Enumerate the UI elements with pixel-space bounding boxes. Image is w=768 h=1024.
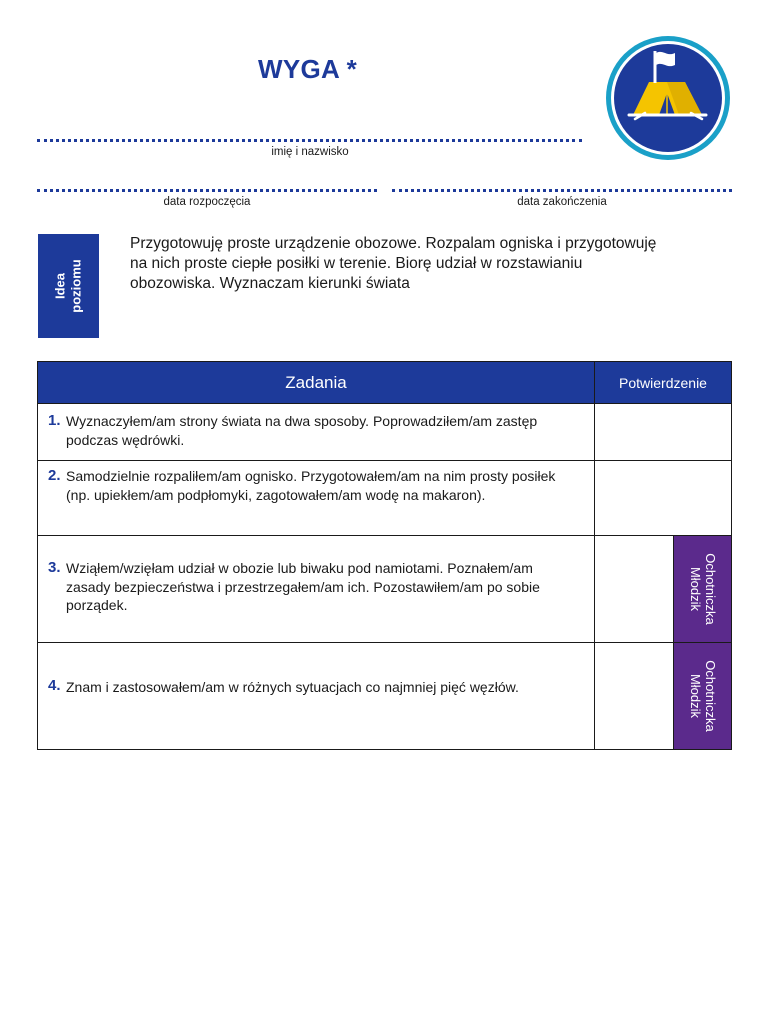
table-row bbox=[38, 461, 732, 536]
name-field-label: imię i nazwisko bbox=[271, 146, 349, 158]
end-date-line[interactable] bbox=[392, 189, 732, 192]
task-cell bbox=[38, 404, 595, 461]
level-tag-line1: Ochotniczka bbox=[702, 660, 718, 732]
level-tag-line1: Ochotniczka bbox=[702, 553, 718, 625]
task-text: Wziąłem/wzięłam udział w obozie lub biwaku pod namiotami. Poznałem/am zasady bezpieczeństwa i przestrzegałem/am ich. Pozostawiłem/am po sobie porządek. bbox=[66, 560, 540, 613]
confirm-cell[interactable] bbox=[595, 404, 732, 461]
table-row bbox=[38, 536, 732, 643]
level-tag bbox=[674, 643, 732, 750]
level-tag bbox=[674, 536, 732, 643]
table-row bbox=[38, 643, 732, 750]
name-field-line[interactable] bbox=[37, 139, 582, 142]
idea-tab bbox=[38, 234, 99, 338]
task-cell bbox=[38, 643, 595, 750]
confirm-cell[interactable] bbox=[595, 461, 732, 536]
level-tag-line2: Młodzik bbox=[687, 673, 703, 719]
confirm-header: Potwierdzenie bbox=[595, 362, 732, 404]
tent-flag-icon bbox=[605, 35, 731, 161]
task-text: Znam i zastosowałem/am w różnych sytuacjach co najmniej pięć węzłów. bbox=[66, 679, 519, 695]
task-text: Samodzielnie rozpaliłem/am ognisko. Przygotowałem/am na nim prosty posiłek (np. upiekłem/am podpłomyki, zagotowałem/am wodę na makaron). bbox=[66, 468, 556, 503]
confirm-cell[interactable] bbox=[595, 536, 674, 643]
task-number: 4. bbox=[48, 677, 61, 694]
table-row bbox=[38, 404, 732, 461]
table-header-row bbox=[38, 362, 732, 404]
task-number: 2. bbox=[48, 467, 61, 484]
tasks-header: Zadania bbox=[38, 362, 595, 404]
idea-tab-line2: poziomu bbox=[68, 259, 84, 313]
task-cell bbox=[38, 536, 595, 643]
confirm-cell[interactable] bbox=[595, 643, 674, 750]
end-date-label: data zakończenia bbox=[517, 196, 607, 208]
start-date-label: data rozpoczęcia bbox=[163, 196, 251, 208]
page-title: WYGA * bbox=[258, 54, 358, 84]
task-text: Wyznaczyłem/am strony świata na dwa sposoby. Poprowadziłem/am zastęp podczas wędrówki. bbox=[66, 413, 538, 448]
idea-description: Przygotowuję proste urządzenie obozowe. Rozpalam ogniska i przygotowuję na nich proste ciepłe posiłki w terenie. Biorę udział w rozstawianiu obozowiska. Wyznaczam kierunki świata bbox=[130, 235, 657, 292]
task-cell bbox=[38, 461, 595, 536]
task-number: 3. bbox=[48, 559, 61, 576]
level-tag-line2: Młodzik bbox=[687, 566, 703, 612]
task-number: 1. bbox=[48, 412, 61, 429]
start-date-line[interactable] bbox=[37, 189, 377, 192]
tasks-table bbox=[37, 361, 732, 750]
idea-tab-line1: Idea bbox=[52, 273, 68, 300]
